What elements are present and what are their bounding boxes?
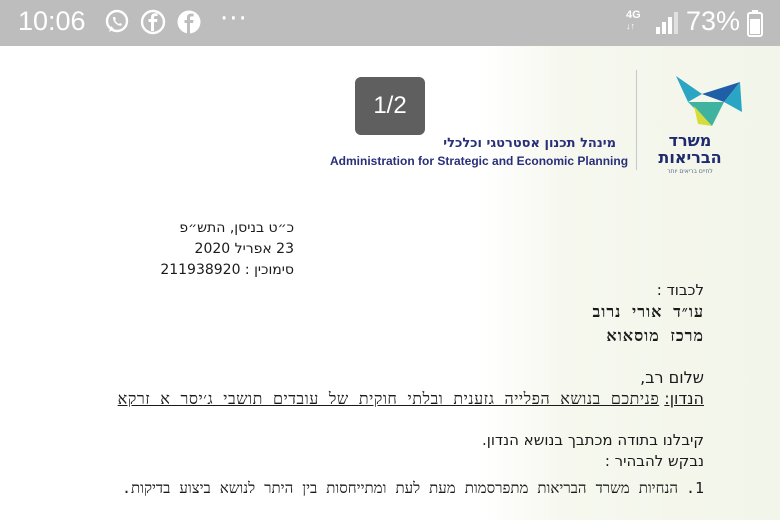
gregorian-date: 23 אפריל 2020: [194, 241, 294, 257]
received-line: קיבלנו בתודה מכתבך בנושא הנדון.: [481, 431, 704, 449]
document-page[interactable]: [0, 46, 780, 520]
facebook-icon: [140, 9, 166, 35]
subject-label: הנדון:: [664, 389, 704, 408]
recipient-organization: מרכז מוסאוא: [606, 326, 704, 345]
page-indicator: 1/2: [355, 77, 425, 135]
date-block: [160, 218, 294, 281]
list-item-text: הנחיות משרד הבריאות מתפרסמות מעת לעת ומתייחסות בין היתר לנושא ביצוע בדיקות.: [121, 479, 678, 497]
department-name-english: Administration for Strategic and Economic Planning: [330, 154, 629, 168]
ministry-of-health-logo-icon: [668, 72, 748, 128]
more-notifications-indicator: ···: [220, 4, 248, 34]
battery-icon: [747, 10, 763, 37]
recipient-label: לכבוד :: [656, 281, 704, 299]
hebrew-date: כ״ט בניסן, התש״פ: [179, 220, 294, 236]
whatsapp-icon: [104, 9, 130, 35]
recipient-name: עו״ד אורי נרוב: [592, 302, 704, 321]
ministry-tagline: לחיים בריאים יותר: [667, 168, 713, 175]
battery-percent: 73%: [686, 6, 741, 36]
facebook-icon: [176, 9, 202, 35]
reference-number: סימוכין : 211938920: [160, 262, 294, 278]
signal-strength-icon: [655, 12, 679, 34]
list-item-number: 1.: [685, 479, 704, 497]
network-type-indicator: 4G ↓↑: [626, 9, 641, 31]
letterhead-divider: [636, 70, 637, 170]
subject-line: [64, 388, 704, 410]
clarify-line: נבקש להבהיר :: [604, 452, 704, 470]
ministry-name: משרד הבריאות: [658, 131, 722, 167]
greeting: שלום רב,: [640, 368, 704, 387]
status-time: 10:06: [18, 6, 86, 36]
list-item: [64, 478, 704, 498]
subject-text: פניתכם בנושא הפלייה גזענית ובלתי חוקית של עובדים תושבי ג׳יסר א זרקא: [117, 389, 660, 408]
department-name-hebrew: מינהל תכנון אסטרטגי וכלכלי: [443, 136, 616, 151]
status-bar: [0, 0, 780, 46]
